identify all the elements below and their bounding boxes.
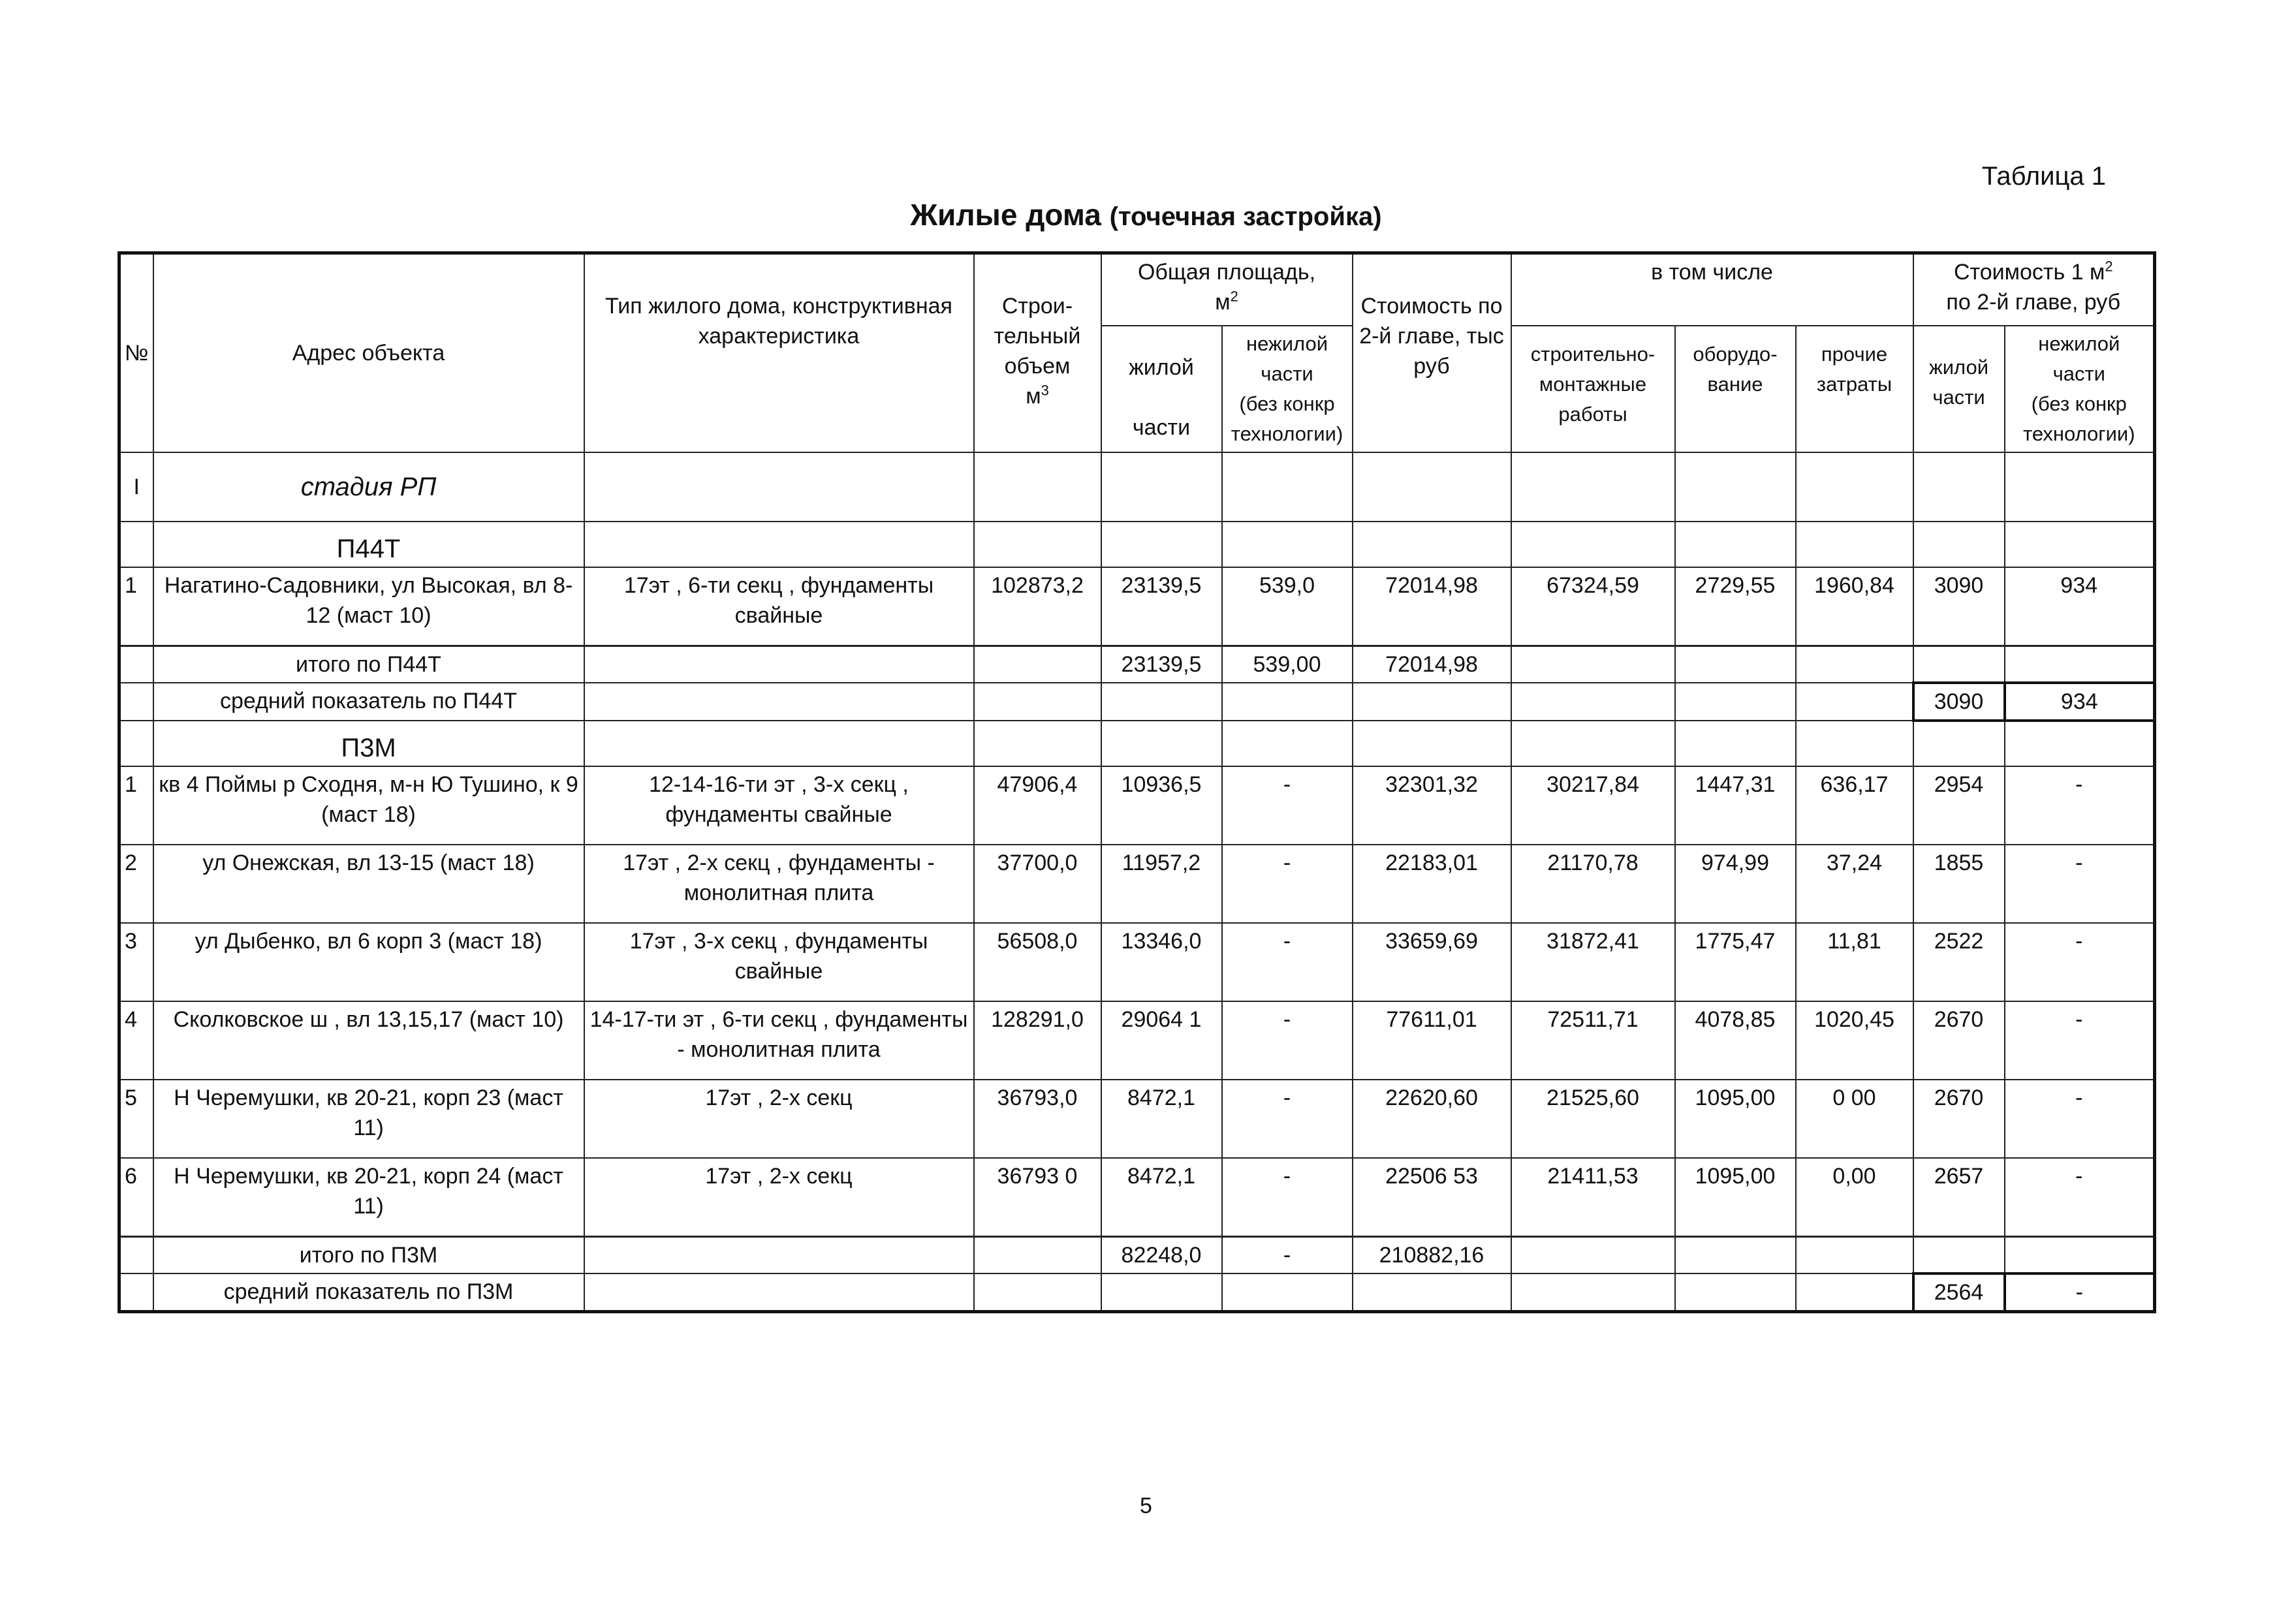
header-nonres-2: части: [2052, 362, 2105, 385]
row-number: 4: [119, 1001, 153, 1080]
row-equipment-cost: 1775,47: [1675, 923, 1796, 1001]
group-cell-empty: [1796, 522, 1913, 567]
row-area-nonresidential: -: [1222, 845, 1353, 923]
group-cell-empty: [1101, 522, 1222, 567]
row-number: 2: [119, 845, 153, 923]
avg-cell-empty: [974, 683, 1101, 721]
row-address: Сколковское ш , вл 13,15,17 (маст 10): [153, 1001, 584, 1080]
group-header-row: [119, 522, 2155, 567]
row-other-cost: 11,81: [1796, 923, 1913, 1001]
row-construction-cost: 30217,84: [1511, 766, 1675, 845]
row-cost: 77611,01: [1353, 1001, 1511, 1080]
title-sub: (точечная застройка): [1109, 202, 1382, 231]
row-other-cost: 1020,45: [1796, 1001, 1913, 1080]
row-cost-per-m2-nonresidential: -: [2005, 845, 2155, 923]
avg-cell-empty: [1675, 1273, 1796, 1312]
row-cost: 22183,01: [1353, 845, 1511, 923]
avg-cell-no: [119, 683, 153, 721]
row-address: Н Черемушки, кв 20-21, корп 23 (маст 11): [153, 1080, 584, 1158]
group-cell-empty: [1353, 522, 1511, 567]
header-area: [1101, 253, 1353, 326]
row-equipment-cost: 974,99: [1675, 845, 1796, 923]
row-cost-per-m2-nonresidential: 934: [2005, 567, 2155, 646]
average-cost-nonresidential: -: [2005, 1273, 2155, 1312]
header-volume: [974, 253, 1101, 453]
row-cost-per-m2-nonresidential: -: [2005, 1080, 2155, 1158]
group-name: П44Т: [153, 522, 584, 567]
document-title: [0, 197, 2292, 232]
group-cell-empty: [1101, 721, 1222, 766]
average-cost-residential: 3090: [1913, 683, 2005, 721]
group-cell-empty: [2005, 721, 2155, 766]
row-area-nonresidential: -: [1222, 1158, 1353, 1237]
header-type: Тип жилого дома, конструктивная характеристика: [584, 253, 974, 453]
row-cost: 32301,32: [1353, 766, 1511, 845]
header-equipment: оборудо-вание: [1675, 326, 1796, 452]
row-number: 1: [119, 567, 153, 646]
header-area-nonres-3: (без конкр технологии): [1231, 392, 1343, 445]
total-cell-empty: [974, 1237, 1101, 1274]
group-cell-empty: [974, 522, 1101, 567]
avg-cell-empty: [1101, 1273, 1222, 1312]
row-volume: 47906,4: [974, 766, 1101, 845]
avg-cell-no: [119, 1273, 153, 1312]
header-cost: Стоимость по 2-й главе, тыс руб: [1353, 253, 1511, 453]
group-average-row: [119, 1273, 2155, 1312]
row-cost-per-m2-residential: 3090: [1913, 567, 2005, 646]
header-construction-2: работы: [1558, 403, 1627, 426]
avg-cell-empty: [1511, 1273, 1675, 1312]
row-equipment-cost: 1095,00: [1675, 1080, 1796, 1158]
table-row: [119, 1001, 2155, 1080]
row-area-residential: 29064 1: [1101, 1001, 1222, 1080]
row-equipment-cost: 1447,31: [1675, 766, 1796, 845]
header-including: в том числе: [1511, 253, 1913, 326]
avg-cell-empty: [1796, 1273, 1913, 1312]
row-construction-cost: 21411,53: [1511, 1158, 1675, 1237]
row-equipment-cost: 4078,85: [1675, 1001, 1796, 1080]
avg-cell-empty: [1511, 683, 1675, 721]
header-area-nonres-2: части: [1261, 362, 1313, 385]
header-construction-1: строительно-монтажные: [1530, 343, 1656, 396]
total-area-nonresidential: 539,00: [1222, 646, 1353, 683]
table-number: Таблица 1: [1981, 162, 2106, 191]
group-cell-empty: [974, 721, 1101, 766]
row-area-residential: 8472,1: [1101, 1080, 1222, 1158]
total-cell-empty: [1675, 646, 1796, 683]
group-header-row: [119, 721, 2155, 766]
sup-2-area: 2: [1230, 288, 1238, 305]
row-cost-per-m2-residential: 2670: [1913, 1001, 2005, 1080]
avg-cell-empty: [1222, 683, 1353, 721]
page-number: 5: [1140, 1493, 1152, 1518]
avg-cell-empty: [974, 1273, 1101, 1312]
row-construction-cost: 72511,71: [1511, 1001, 1675, 1080]
group-cell-empty: [1353, 721, 1511, 766]
group-cell-empty: [584, 721, 974, 766]
row-cost: 22506 53: [1353, 1158, 1511, 1237]
title-main: Жилые дома: [910, 198, 1101, 232]
row-number: 1: [119, 766, 153, 845]
row-type: 17эт , 2-х секц , фундаменты - монолитная плита: [584, 845, 974, 923]
total-cell-no: [119, 646, 153, 683]
avg-cell-empty: [584, 683, 974, 721]
total-cell-empty: [1796, 646, 1913, 683]
average-cost-residential: 2564: [1913, 1273, 2005, 1312]
row-type: 17эт , 2-х секц: [584, 1158, 974, 1237]
header-no: №: [119, 253, 153, 453]
row-cost-per-m2-nonresidential: -: [2005, 1158, 2155, 1237]
group-total-row: [119, 1237, 2155, 1274]
row-area-nonresidential: -: [1222, 923, 1353, 1001]
row-cost-per-m2-nonresidential: -: [2005, 1001, 2155, 1080]
row-volume: 36793,0: [974, 1080, 1101, 1158]
group-cell-empty: [1511, 522, 1675, 567]
avg-cell-empty: [584, 1273, 974, 1312]
header-area-res-1: жилой: [1129, 355, 1194, 380]
total-cell-empty: [1675, 1237, 1796, 1274]
average-label: средний показатель по П3М: [153, 1273, 584, 1312]
row-address: кв 4 Поймы р Сходня, м-н Ю Тушино, к 9 (маст 18): [153, 766, 584, 845]
header-nonres-3: (без конкр технологии): [2023, 392, 2135, 445]
row-cost-per-m2-residential: 2657: [1913, 1158, 2005, 1237]
average-label: средний показатель по П44Т: [153, 683, 584, 721]
group-cell-empty: [1796, 721, 1913, 766]
group-cell-empty: [1675, 522, 1796, 567]
table-row: [119, 766, 2155, 845]
row-type: 14-17-ти эт , 6-ти секц , фундаменты - монолитная плита: [584, 1001, 974, 1080]
total-cell-empty: [1913, 1237, 2005, 1274]
header-cost-per-m2: [1913, 253, 2155, 326]
group-cell-empty: [2005, 522, 2155, 567]
table-row: [119, 1080, 2155, 1158]
header-cost-per-m2-sub: по 2-й главе, руб: [1946, 290, 2121, 315]
total-cell-empty: [2005, 646, 2155, 683]
row-other-cost: 37,24: [1796, 845, 1913, 923]
group-cell-empty: [584, 522, 974, 567]
row-other-cost: 0 00: [1796, 1080, 1913, 1158]
total-cell-empty: [1511, 646, 1675, 683]
avg-cell-empty: [1675, 683, 1796, 721]
total-label: итого по П3М: [153, 1237, 584, 1274]
row-volume: 102873,2: [974, 567, 1101, 646]
header-volume-unit: м: [1026, 384, 1041, 409]
row-area-nonresidential: -: [1222, 1080, 1353, 1158]
row-number: 6: [119, 1158, 153, 1237]
row-address: ул Онежская, вл 13-15 (маст 18): [153, 845, 584, 923]
row-equipment-cost: 1095,00: [1675, 1158, 1796, 1237]
group-average-row: [119, 683, 2155, 721]
header-res: [1913, 326, 2005, 452]
total-cost: 72014,98: [1353, 646, 1511, 683]
header-area-nonres-1: нежилой: [1246, 332, 1328, 355]
group-cell-empty: [1222, 721, 1353, 766]
table-row: [119, 845, 2155, 923]
row-other-cost: 0,00: [1796, 1158, 1913, 1237]
sup-3: 3: [1041, 382, 1049, 399]
header-area-nonres: [1222, 326, 1353, 452]
row-other-cost: 636,17: [1796, 766, 1913, 845]
row-address: Нагатино-Садовники, ул Высокая, вл 8-12 (маст 10): [153, 567, 584, 646]
header-res-1: жилой: [1929, 356, 1989, 379]
avg-cell-empty: [1353, 683, 1511, 721]
total-cell-empty: [2005, 1237, 2155, 1274]
total-cell-empty: [584, 646, 974, 683]
row-area-residential: 13346,0: [1101, 923, 1222, 1001]
row-type: 17эт , 2-х секц: [584, 1080, 974, 1158]
row-cost-per-m2-nonresidential: -: [2005, 766, 2155, 845]
housing-cost-table: [118, 251, 2156, 1313]
table-row: [119, 567, 2155, 646]
row-other-cost: 1960,84: [1796, 567, 1913, 646]
total-area-residential: 23139,5: [1101, 646, 1222, 683]
row-area-nonresidential: 539,0: [1222, 567, 1353, 646]
row-type: 17эт , 6-ти секц , фундаменты свайные: [584, 567, 974, 646]
row-equipment-cost: 2729,55: [1675, 567, 1796, 646]
group-cell-no: [119, 721, 153, 766]
header-area-unit: м: [1215, 290, 1231, 315]
row-cost-per-m2-nonresidential: -: [2005, 923, 2155, 1001]
row-cost-per-m2-residential: 2954: [1913, 766, 2005, 845]
row-address: Н Черемушки, кв 20-21, корп 24 (маст 11): [153, 1158, 584, 1237]
total-area-nonresidential: -: [1222, 1237, 1353, 1274]
header-address: Адрес объекта: [153, 253, 584, 453]
header-area-res-2: части: [1132, 415, 1191, 440]
row-cost-per-m2-residential: 1855: [1913, 845, 2005, 923]
row-area-nonresidential: -: [1222, 1001, 1353, 1080]
group-cell-empty: [1511, 721, 1675, 766]
group-cell-no: [119, 522, 153, 567]
row-construction-cost: 21170,78: [1511, 845, 1675, 923]
average-cost-nonresidential: 934: [2005, 683, 2155, 721]
total-cell-empty: [1796, 1237, 1913, 1274]
header-area-res: [1101, 326, 1222, 452]
row-cost-per-m2-residential: 2522: [1913, 923, 2005, 1001]
group-cell-empty: [1913, 522, 2005, 567]
stage-label: стадия РП: [153, 452, 584, 522]
total-cell-empty: [584, 1237, 974, 1274]
avg-cell-empty: [1353, 1273, 1511, 1312]
total-cell-empty: [1511, 1237, 1675, 1274]
group-cell-empty: [1675, 721, 1796, 766]
header-construction: [1511, 326, 1675, 452]
total-cell-empty: [974, 646, 1101, 683]
row-volume: 36793 0: [974, 1158, 1101, 1237]
total-cost: 210882,16: [1353, 1237, 1511, 1274]
group-cell-empty: [1222, 522, 1353, 567]
row-volume: 128291,0: [974, 1001, 1101, 1080]
row-volume: 37700,0: [974, 845, 1101, 923]
group-cell-empty: [1913, 721, 2005, 766]
header-nonres: [2005, 326, 2155, 452]
header-area-label: Общая площадь,: [1137, 260, 1316, 285]
row-cost: 72014,98: [1353, 567, 1511, 646]
row-cost: 33659,69: [1353, 923, 1511, 1001]
row-volume: 56508,0: [974, 923, 1101, 1001]
row-construction-cost: 21525,60: [1511, 1080, 1675, 1158]
row-area-residential: 23139,5: [1101, 567, 1222, 646]
group-name: П3М: [153, 721, 584, 766]
row-address: ул Дыбенко, вл 6 корп 3 (маст 18): [153, 923, 584, 1001]
header-nonres-1: нежилой: [2038, 332, 2120, 355]
row-area-residential: 11957,2: [1101, 845, 1222, 923]
avg-cell-empty: [1101, 683, 1222, 721]
stage-row: [119, 452, 2155, 522]
row-area-nonresidential: -: [1222, 766, 1353, 845]
row-cost-per-m2-residential: 2670: [1913, 1080, 2005, 1158]
header-cost-per-m2-label: Стоимость 1 м: [1953, 260, 2105, 285]
row-cost: 22620,60: [1353, 1080, 1511, 1158]
header-other: прочие затраты: [1796, 326, 1913, 452]
sup-2-cost: 2: [2105, 258, 2113, 275]
stage-number: I: [119, 452, 153, 522]
header-volume-label: Строи-тельный объем: [994, 294, 1081, 379]
group-total-row: [119, 646, 2155, 683]
total-label: итого по П44Т: [153, 646, 584, 683]
avg-cell-empty: [1222, 1273, 1353, 1312]
row-type: 17эт , 3-х секц , фундаменты свайные: [584, 923, 974, 1001]
row-construction-cost: 67324,59: [1511, 567, 1675, 646]
table-row: [119, 1158, 2155, 1237]
row-construction-cost: 31872,41: [1511, 923, 1675, 1001]
table-row: [119, 923, 2155, 1001]
avg-cell-empty: [1796, 683, 1913, 721]
row-number: 3: [119, 923, 153, 1001]
header-res-2: части: [1932, 386, 1985, 409]
row-area-residential: 10936,5: [1101, 766, 1222, 845]
header-row-1: [119, 253, 2155, 326]
row-type: 12-14-16-ти эт , 3-х секц , фундаменты свайные: [584, 766, 974, 845]
row-number: 5: [119, 1080, 153, 1158]
total-cell-no: [119, 1237, 153, 1274]
row-area-residential: 8472,1: [1101, 1158, 1222, 1237]
total-area-residential: 82248,0: [1101, 1237, 1222, 1274]
total-cell-empty: [1913, 646, 2005, 683]
